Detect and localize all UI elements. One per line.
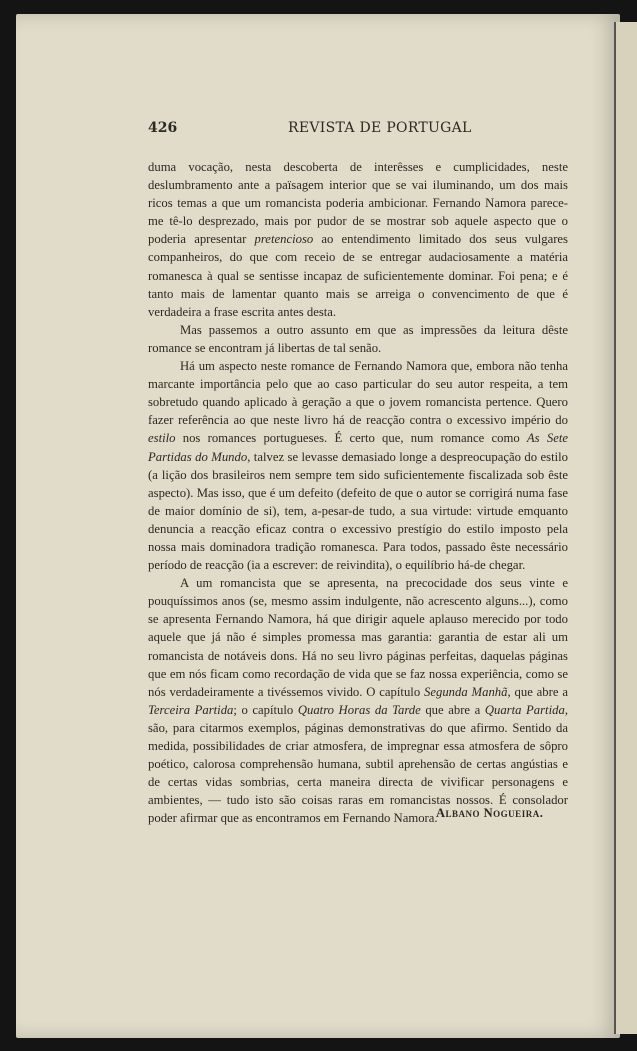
text-run: Mas passemos a outro assunto em que as impressões da leitura dêste romance se encontram já libertas de tal senão. [148, 322, 568, 355]
italic-text: Terceira Partida [148, 702, 234, 717]
facing-page-edge [614, 22, 637, 1034]
paragraph-4 [148, 574, 568, 827]
italic-text: estilo [148, 431, 176, 446]
running-title: REVISTA DE PORTUGAL [288, 120, 472, 136]
italic-text: pretencioso [254, 232, 314, 247]
text-run: que abre a [420, 702, 485, 717]
paragraph-3 [148, 357, 568, 574]
text-run: Há um aspecto neste romance de Fernando Namora que, embora não tenha marcante importância pelo que ao caso particular do seu autor respeita, a tem sobretudo quando aplicado à geração a que o jovem romancista pertence. Quero fazer referência ao que neste livro há de reacção contra o excessivo império do [148, 359, 568, 428]
paragraph-1 [148, 158, 568, 321]
text-run: , que abre a [507, 684, 568, 699]
text-run: duma vocação, nesta descoberta de interêsses e cumplicidades, neste deslumbramento ante a païsagem interior que se vai iluminando, um dos mais ricos temas a que um romancista poderia ambicionar. Fernando Namora parece-me tê-lo desprezado, mais por pudor de se mostrar sob aquele aspecto que o poderia apresentar [148, 160, 568, 247]
text-run: A um romancista que se apresenta, na precocidade dos seus vinte e pouquíssimos anos (se, mesmo assim indulgente, não acrescento alguns...), como se apresenta Fernando Namora, há que dirigir aquele aplauso merecido por todo aquele que já não é simples promessa mas garantia: garantia de estar ali um romancista de notáveis dons. Há no seu livro páginas perfeitas, daquelas páginas que em nós ficam como recordação de vida que se faz nossa experiência, como se nós verdadeiramente a tivéssemos vivido. O capítulo [148, 576, 568, 699]
italic-text: Quarta Partida [484, 702, 565, 717]
text-run: , talvez se levasse demasiado longe a despreocupação do estilo (a lição dos brasileiros nem sempre tem sido suficientemente fiscalizada sob êste aspecto). Mas isso, que é um defeito (defeito de que o autor se corrigirá numa fase de maior domínio de si), tem, a-pesar-de tudo, a sua virtude: virtude emquanto denuncia a reacção eficaz contra o excessivo prestígio do estilo imposto pela nossa mais dominadora tradição romanesca. Para todos, passado êste necessário período de reacção (ia a escrever: de reivindita), o equilíbrio há-de chegar. [148, 449, 568, 573]
italic-text: As Sete Partidas do Mundo [148, 431, 568, 464]
author-signature: Albano Nogueira. [436, 806, 544, 820]
italic-text: Quatro Horas da Tarde [297, 702, 421, 717]
text-run: ao entendimento limitado dos seus vulgares companheiros, do que com receio de se entregar audaciosamente a matéria romanesca à qual se sentisse incapaz de suficientemente dominar. Foi pena; e é tanto mais de lamentar quanto mais se arreiga o convencimento de que é verdadeira a frase escrita antes desta. [148, 232, 568, 319]
italic-text: Segunda Manhã [424, 684, 508, 699]
paragraph-2 [148, 321, 568, 357]
text-run: , são, para citarmos exemplos, páginas demonstrativas do que afirmo. Sentido da medida, possibilidades de criar atmosfera, de impregnar essa atmosfera de sôpro poético, calorosa comprehensão humana, subtil aprehensão de certas angústias e de certas vidas sombrias, certa maneira directa de vivificar personagens e ambientes, — tudo isto são coisas raras em romancistas nossos. É consolador poder afirmar que as encontramos em Fernando Namora. [148, 702, 568, 826]
page-number: 426 [148, 120, 178, 136]
article-body [148, 158, 568, 827]
text-run: nos romances portugueses. É certo que, num romance como [175, 431, 527, 446]
text-run: ; o capítulo [233, 702, 298, 717]
